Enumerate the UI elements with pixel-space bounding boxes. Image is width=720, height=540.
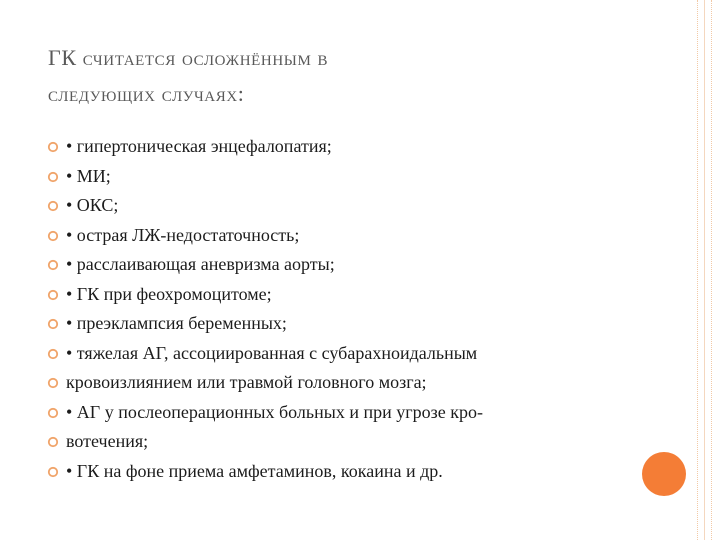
bullet-ring-icon bbox=[47, 200, 59, 212]
list-item-text: • гипертоническая энцефалопатия; bbox=[66, 136, 332, 157]
bullet-ring-icon bbox=[47, 436, 59, 448]
list-item-text: вотечения; bbox=[66, 431, 149, 452]
list-item-text: • расслаивающая аневризма аорты; bbox=[66, 254, 335, 275]
list-item-text: • ГК на фоне приема амфетаминов, кокаина и др. bbox=[66, 460, 443, 481]
list-item-text: • МИ; bbox=[66, 165, 111, 186]
list-item bbox=[0, 339, 700, 369]
slide-title-line-2: следующих случаях: bbox=[48, 81, 245, 106]
list-item-text: • тяжелая АГ, ассоциированная с субарахноидальным bbox=[66, 342, 478, 363]
decorative-frame-line bbox=[704, 0, 705, 540]
list-item bbox=[0, 427, 700, 457]
list-item bbox=[0, 221, 700, 251]
list-item-text: • ОКС; bbox=[66, 195, 119, 216]
list-item-text: • преэклампсия беременных; bbox=[66, 313, 287, 334]
decorative-frame-line bbox=[711, 0, 712, 540]
list-item-text: • острая ЛЖ-недостаточность; bbox=[66, 224, 300, 245]
list-item-text: кровоизлиянием или травмой головного мозга; bbox=[66, 372, 427, 393]
bullet-ring-icon bbox=[47, 377, 59, 389]
list-item bbox=[0, 457, 700, 487]
bullet-ring-icon bbox=[47, 348, 59, 360]
slide-title bbox=[48, 40, 648, 112]
list-item bbox=[0, 280, 700, 310]
list-item bbox=[0, 250, 700, 280]
bullet-ring-icon bbox=[47, 407, 59, 419]
list-item-text: • АГ у послеоперационных больных и при угрозе кро- bbox=[66, 401, 483, 422]
slide-title-line-1: ГК считается осложнённым в bbox=[48, 45, 329, 70]
bullet-ring-icon bbox=[47, 466, 59, 478]
list-item bbox=[0, 162, 700, 192]
list-item bbox=[0, 398, 700, 428]
decorative-orange-circle bbox=[642, 452, 686, 496]
bullet-ring-icon bbox=[47, 289, 59, 301]
bullet-ring-icon bbox=[47, 318, 59, 330]
bullet-ring-icon bbox=[47, 230, 59, 242]
list-item bbox=[0, 132, 700, 162]
list-item bbox=[0, 191, 700, 221]
list-item bbox=[0, 309, 700, 339]
bullet-ring-icon bbox=[47, 171, 59, 183]
bullet-ring-icon bbox=[47, 259, 59, 271]
bullet-ring-icon bbox=[47, 141, 59, 153]
list-item bbox=[0, 368, 700, 398]
list-item-text: • ГК при феохромоцитоме; bbox=[66, 283, 272, 304]
